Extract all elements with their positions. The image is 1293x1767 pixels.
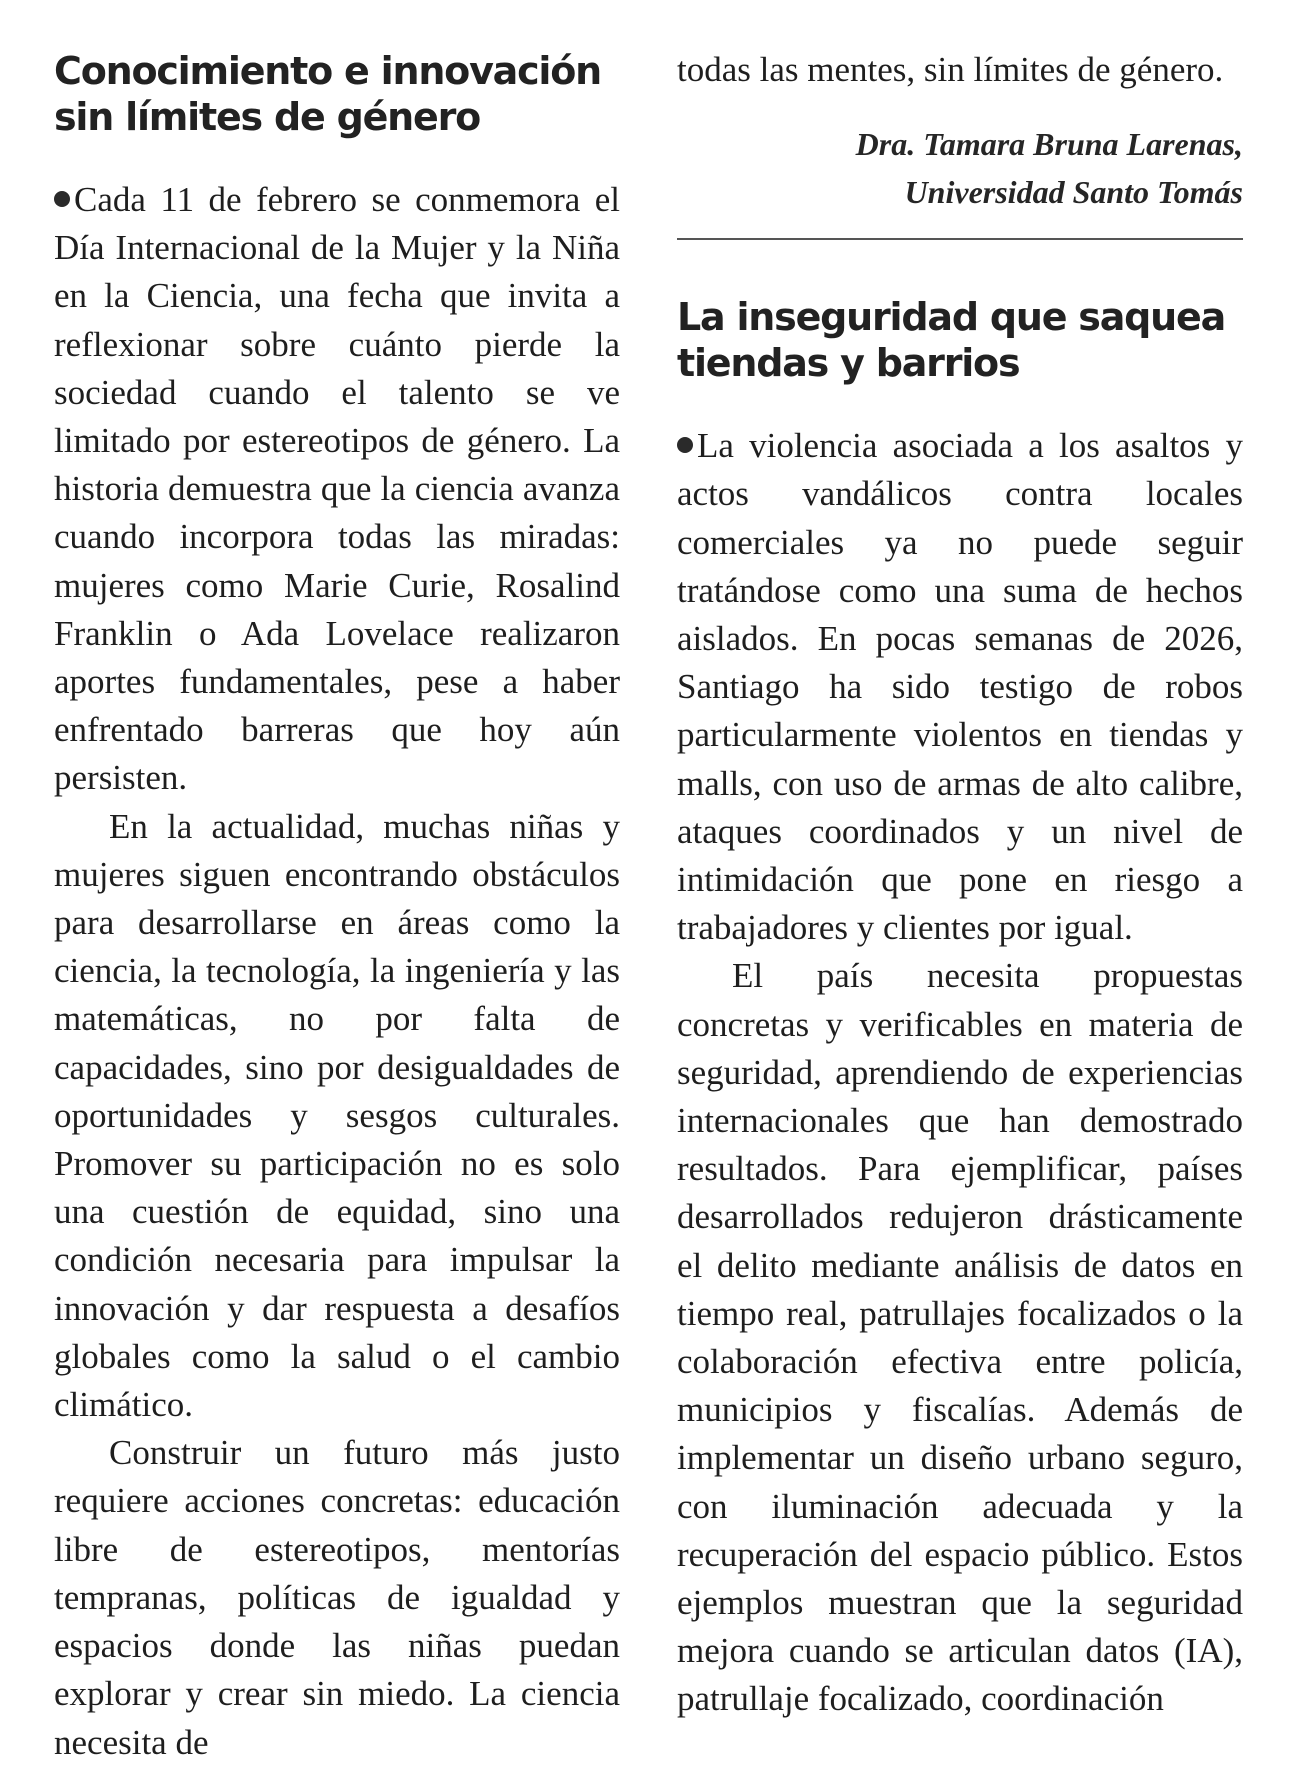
- bullet-icon: [54, 191, 70, 207]
- article-right-column: [677, 48, 1243, 1724]
- article-left-paragraph-2: En la actualidad, muchas niñas y mujeres siguen encontrando obstáculos para desarrollarse en áreas como la ciencia, la tecnología, la ingeniería y las matemáticas, no por falta de capacidades, sino por desigualdades de oportunidades y sesgos culturales. Promover su participación no es solo una cuestión de equidad, sino una condición necesaria para impulsar la innovación y dar respuesta a desafíos globales como la salud o el cambio climático.: [54, 806, 620, 1425]
- article-left: [54, 48, 620, 1767]
- article-left-body: [54, 176, 620, 1767]
- author-affiliation: Universidad Santo Tomás: [904, 174, 1243, 211]
- article-divider: [677, 238, 1243, 240]
- author-signature: [677, 120, 1243, 216]
- article-right-paragraph-2: El país necesita propuestas concretas y verificables en materia de seguridad, aprendiendo de experiencias internacionales que han demostrado resultados. Para ejemplificar, países desarrollados redujeron drásticamente el delito mediante análisis de datos en tiempo real, patrullajes focalizados o la colaboración efectiva entre policía, municipios y fiscalías. Además de implementar un diseño urbano seguro, con iluminación adecuada y la recuperación del espacio público. Estos ejemplos muestran que la seguridad mejora cuando se articulan datos (IA), patrullaje focalizado, coordinación: [677, 956, 1243, 1719]
- article-left-headline: Conocimiento e innovación sin límites de género: [54, 49, 602, 139]
- article-right-body: [677, 422, 1243, 1723]
- article-right-paragraph-1: La violencia asociada a los asaltos y actos vandálicos contra locales comerciales ya no puede seguir tratándose como una suma de hechos aislados. En pocas semanas de 2026, Santiago ha sido testigo de robos particularmente violentos en tiendas y malls, con uso de armas de alto calibre, ataques coordinados y un nivel de intimidación que pone en riesgo a trabajadores y clientes por igual.: [677, 426, 1243, 948]
- article-left-continuation: todas las mentes, sin límites de género.: [677, 50, 1224, 89]
- article-right-headline: La inseguridad que saquea tiendas y barrios: [677, 295, 1226, 386]
- author-name: Dra. Tamara Bruna Larenas,: [855, 126, 1243, 163]
- article-left-paragraph-1: Cada 11 de febrero se conmemora el Día Internacional de la Mujer y la Niña en la Ciencia, una fecha que invita a reflexionar sobre cuánto pierde la sociedad cuando el talento se ve limitado por estereotipos de género. La historia demuestra que la ciencia avanza cuando incorpora todas las miradas: mujeres como Marie Curie, Rosalind Franklin o Ada Lovelace realizaron aportes fundamentales, pese a haber enfrentado barreras que hoy aún persisten.: [54, 180, 620, 798]
- article-left-paragraph-3: Construir un futuro más justo requiere acciones concretas: educación libre de estereotipos, mentorías tempranas, políticas de igualdad y espacios donde las niñas puedan explorar y crear sin miedo. La ciencia necesita de: [54, 1433, 620, 1762]
- bullet-icon: [677, 437, 693, 453]
